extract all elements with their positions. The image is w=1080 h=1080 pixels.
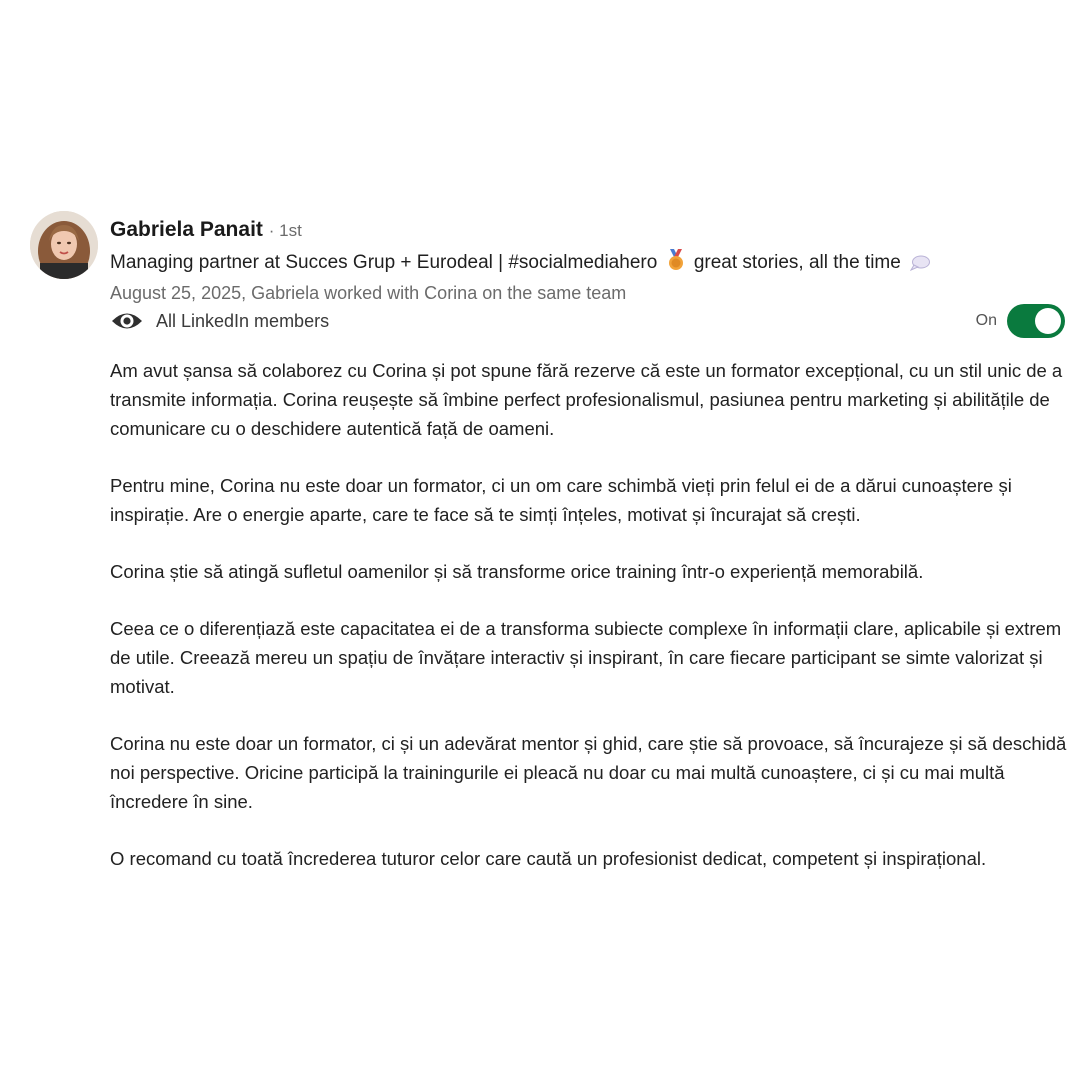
- connection-degree: · 1st: [268, 221, 302, 240]
- toggle-knob: [1035, 308, 1061, 334]
- recommendation-date: August 25, 2025, Gabriela worked with Corina on the same team: [110, 283, 627, 303]
- visibility-label: All LinkedIn members: [156, 311, 330, 331]
- headline-text: Managing partner at Succes Grup + Eurodeal | #socialmediahero: [110, 252, 658, 273]
- visibility-toggle[interactable]: [1007, 304, 1065, 338]
- recommendation-paragraph: Corina știe să atingă sufletul oamenilor și să transforme orice training într-o experiență memorabilă.: [110, 561, 924, 582]
- recommender-header: [110, 216, 1060, 305]
- name-line: [110, 216, 1060, 245]
- medal-icon: [667, 249, 685, 279]
- recommender-name[interactable]: Gabriela Panait: [110, 218, 263, 241]
- avatar[interactable]: [30, 211, 98, 279]
- headline-text-suffix: great stories, all the time: [693, 252, 901, 273]
- recommendation-paragraph: Pentru mine, Corina nu este doar un formator, ci un om care schimbă vieți prin felul ei de a dărui cunoaștere și inspirație. Are o energie aparte, care te face să te simți înțeles, motivat și încurajat să crești.: [110, 475, 1012, 525]
- toggle-state-label: On: [975, 312, 997, 329]
- recommendation-paragraph: Am avut șansa să colaborez cu Corina și pot spune fără rezerve că este un formator excepțional, cu un stil unic de a transmite informația. Corina reușește să îmbine perfect profesionalismul, pasiunea pentru marketing și abilitățile de comunicare cu o deschidere autentică față de oameni.: [110, 360, 1063, 439]
- speech-bubble-icon: [910, 253, 930, 279]
- recommendation-body: [110, 356, 1070, 901]
- eye-icon: [110, 308, 144, 339]
- recommender-headline: [110, 249, 1060, 279]
- recommendation-paragraph: O recomand cu toată încrederea tuturor celor care caută un profesionist dedicat, competent și inspirațional.: [110, 848, 987, 869]
- recommendation-paragraph: Ceea ce o diferențiază este capacitatea ei de a transforma subiecte complexe în informații clare, aplicabile și extrem de utile. Creează mereu un spațiu de învățare interactiv și inspirant, în care fiecare participant se simte valorizat și motivat.: [110, 618, 1062, 697]
- recommendation-paragraph: Corina nu este doar un formator, ci și un adevărat mentor și ghid, care știe să provoace, să încurajeze și să deschidă noi perspective. Oricine participă la trainingurile ei pleacă nu doar cu mai multă cunoaștere, ci și cu mai multă încredere în sine.: [110, 733, 1067, 812]
- visibility-row: [110, 306, 1065, 336]
